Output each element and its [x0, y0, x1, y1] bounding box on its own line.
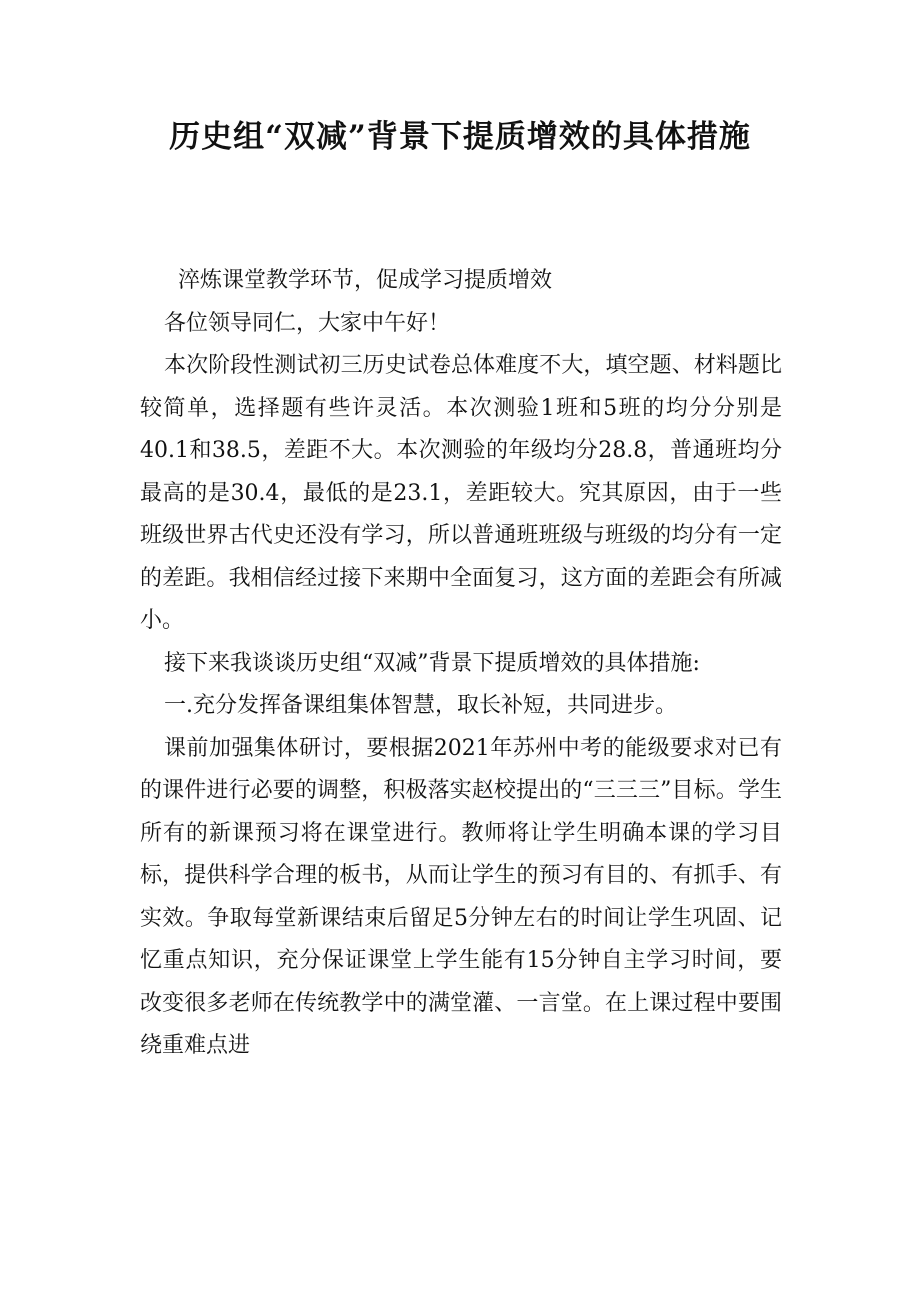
document-body: [140, 260, 782, 1068]
greeting-paragraph: 各位领导同仁，大家中午好！: [164, 310, 451, 336]
measure-one-paragraph: 课前加强集体研讨，要根据2021年苏州中考的能级要求对已有的课件进行必要的调整，积极落实赵校提出的“三三三”目标。学生所有的新课预习将在课堂进行。教师将让学生明确本课的学习目标，提供科学合理的板书，从而让学生的预习有目的、有抓手、有实效。争取每堂新课结束后留足5分钟左右的时间让学生巩固、记忆重点知识，充分保证课堂上学生能有15分钟自主学习时间，要改变很多老师在传统教学中的满堂灌、一言堂。在上课过程中要围绕重难点进: [140, 735, 782, 1058]
document-title: 历史组“双减”背景下提质增效的具体措施: [169, 119, 751, 155]
measures-intro-paragraph: 接下来我谈谈历史组“双减”背景下提质增效的具体措施:: [164, 650, 700, 676]
section-heading: 淬炼课堂教学环节，促成学习提质增效: [178, 268, 553, 293]
measure-one-heading: 一.充分发挥备课组集体智慧，取长补短，共同进步。: [164, 693, 677, 718]
test-results-paragraph: 本次阶段性测试初三历史试卷总体难度不大，填空题、材料题比较简单，选择题有些许灵活。本次测验1班和5班的均分分别是40.1和38.5，差距不大。本次测验的年级均分28.8，普通班均分最高的是30.4，最低的是23.1，差距较大。究其原因，由于一些班级世界古代史还没有学习，所以普通班班级与班级的均分有一定的差距。我相信经过接下来期中全面复习，这方面的差距会有所减小。: [140, 353, 782, 633]
